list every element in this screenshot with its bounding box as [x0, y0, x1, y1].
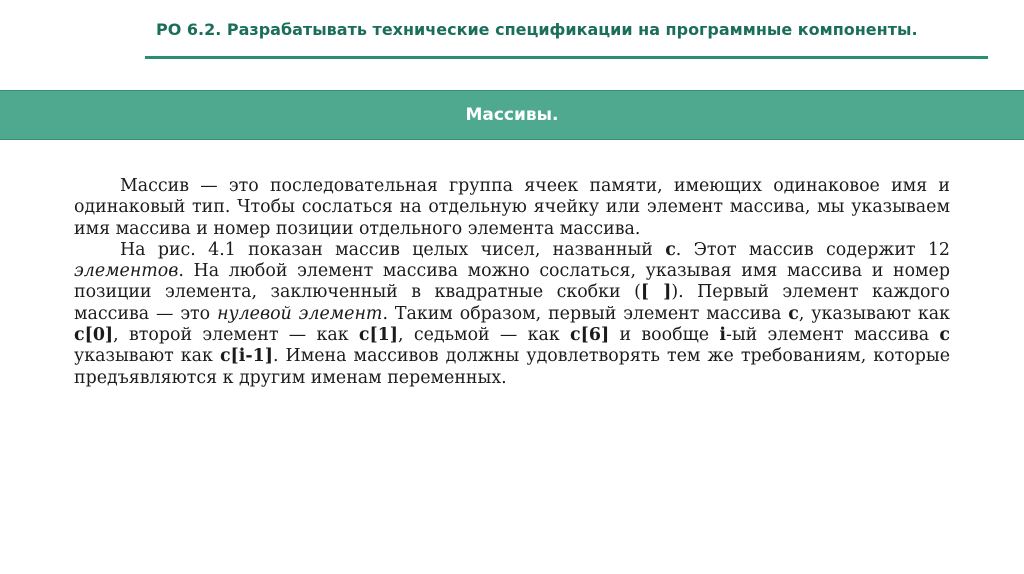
text-span: , седьмой — как [398, 325, 571, 346]
section-title: Массивы. [465, 105, 559, 125]
text-span: ). Первый элемент каждого массива — это [74, 282, 950, 324]
code-term: c[0] [74, 325, 114, 346]
header-divider [145, 56, 988, 59]
code-term: c [788, 303, 799, 324]
emphasis-term: нулевой элемент [217, 303, 383, 324]
text-span: . На любой элемент массива можно сослаться, указывая имя массива и номер позиции элемента, заключенный в квадратные скобки ( [74, 261, 950, 303]
slide-header-title: РО 6.2. Разрабатывать технические спецификации на программные компоненты. [156, 20, 918, 39]
code-term: c[6] [570, 325, 610, 346]
text-span: , указывают как [798, 303, 950, 324]
text-span: . Этот массив содержит 12 [675, 239, 950, 260]
paragraph-1: Массив — это последовательная группа ячеек памяти, имеющих одинаковое имя и одинаковый тип. Чтобы сослаться на отдельную ячейку или элемент массива, мы указываем имя массива и номер позиции отдельного элемента массива. [74, 176, 950, 239]
text-span: , второй элемент — как [113, 325, 359, 346]
code-term: c[i-1] [219, 346, 273, 367]
code-term: c [665, 239, 676, 260]
text-span: -ый элемент массива [725, 325, 940, 346]
text-span: указывают как [74, 346, 220, 367]
text-span: На рис. 4.1 показан массив целых чисел, названный [120, 239, 666, 260]
code-term: c[1] [358, 325, 399, 346]
code-term: [ ] [640, 282, 672, 303]
section-banner [0, 90, 1024, 140]
code-term: c [939, 325, 950, 346]
text-span: и вообще [609, 325, 720, 346]
emphasis-term: элементов [74, 261, 179, 282]
body-text [74, 176, 950, 389]
text-span: . Имена массивов должны удовлетворять тем же требованиям, которые предъявляются к другим именам переменных. [74, 346, 950, 388]
paragraph-2 [74, 240, 950, 389]
text-span: . Таким образом, первый элемент массива [382, 303, 789, 324]
code-term: i [719, 325, 726, 346]
